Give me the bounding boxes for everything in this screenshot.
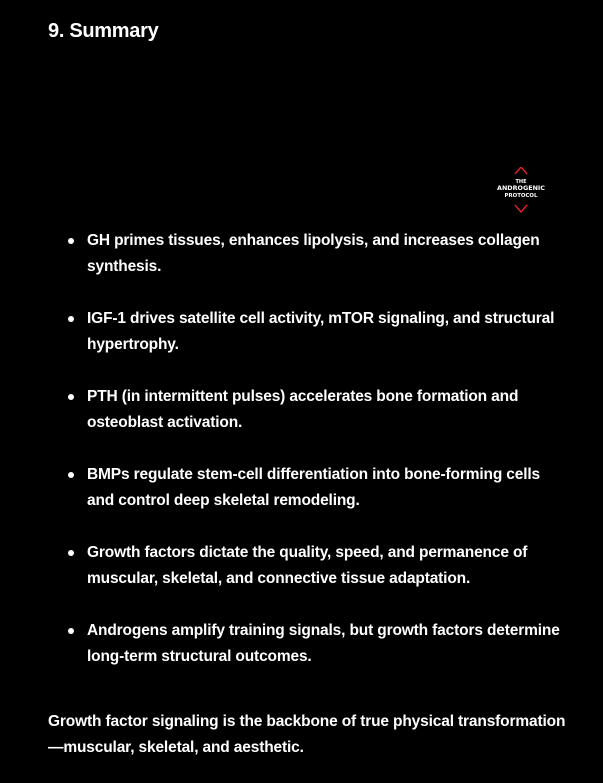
bullet-text: Androgens amplify training signals, but growth factors determine long-term structural outcomes.	[87, 622, 560, 665]
bullet-dot-icon	[68, 472, 74, 478]
bullet-text: IGF-1 drives satellite cell activity, mTOR signaling, and structural hypertrophy.	[87, 310, 555, 353]
bullet-item	[67, 228, 567, 280]
logo-line-1: THE	[515, 179, 527, 185]
bullet-dot-icon	[68, 628, 74, 634]
bullet-dot-icon	[68, 550, 74, 556]
summary-bullet-list	[67, 228, 567, 696]
bullet-text: PTH (in intermittent pulses) accelerates bone formation and osteoblast activation.	[87, 388, 519, 431]
page-title: 9. Summary	[48, 20, 159, 42]
logo-bottom-chevron	[515, 205, 527, 212]
bullet-dot-icon	[68, 316, 74, 322]
bullet-item	[67, 306, 567, 358]
bullet-item	[67, 540, 567, 592]
bullet-text: GH primes tissues, enhances lipolysis, and increases collagen synthesis.	[87, 232, 540, 275]
logo-line-2: ANDROGENIC	[497, 184, 545, 192]
logo-line-3: PROTOCOL	[504, 193, 538, 199]
logo-top-chevron	[515, 167, 527, 174]
bullet-dot-icon	[68, 238, 74, 244]
bullet-item	[67, 618, 567, 670]
conclusion-paragraph: Growth factor signaling is the backbone of true physical transformation—muscular, skeletal, and aesthetic.	[48, 713, 566, 756]
bullet-item	[67, 384, 567, 436]
bullet-item	[67, 462, 567, 514]
bullet-text: BMPs regulate stem-cell differentiation into bone-forming cells and control deep skeletal remodeling.	[87, 466, 541, 509]
bullet-text: Growth factors dictate the quality, speed, and permanence of muscular, skeletal, and connective tissue adaptation.	[87, 544, 528, 587]
androgenic-protocol-logo	[494, 167, 548, 213]
bullet-dot-icon	[68, 394, 74, 400]
